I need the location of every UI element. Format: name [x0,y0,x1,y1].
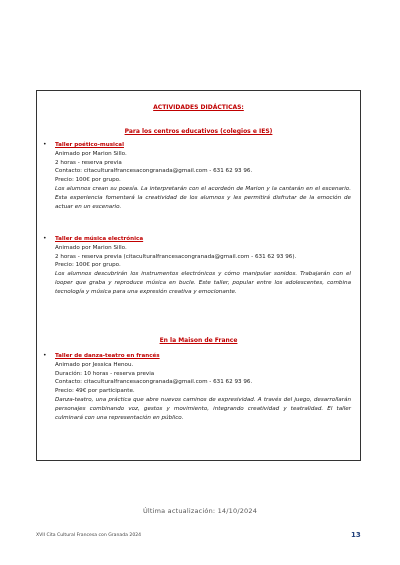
last-updated: Última actualización: 14/10/2024 [142,507,258,515]
workshop-detail: Animado por Marion Sillo. [55,244,127,251]
list-item-poetry-workshop [43,141,351,211]
list-item-electronic-music-workshop [43,235,351,297]
workshop-title: Taller de danza-teatro en francés [55,353,160,359]
bullet-icon: • [43,235,47,242]
workshop-title: Taller poético-musical [55,142,124,148]
workshop-price: Precio: 100€ por grupo. [55,177,121,184]
workshop-title: Taller de música electrónica [55,236,144,242]
section-title-schools: Para los centros educativos (colegios e IES) [124,128,273,135]
workshop-detail: Duración: 10 horas - reserva previa [55,370,155,377]
workshop-price: Precio: 100€ por grupo. [55,262,121,269]
workshop-detail: Animado por Jessica Henou. [55,361,134,368]
activities-box [36,90,361,461]
bullet-icon: • [43,352,47,359]
workshop-detail: Animado por Marion Sillo. [55,150,127,157]
page-title: ACTIVIDADES DIDÁCTICAS: [153,104,244,111]
workshop-description: Los alumnos descubrirán los instrumentos electrónicos y cómo manipular sonidos. Trabajarán con el looper que graba y reproduce música en bucle. Este taller, popular entre los adolescentes, combina tecnología y música para una expresión creativa y emocionante. [55,271,351,295]
workshop-detail: 2 horas - reserva previa [55,159,122,166]
workshop-price: Precio: 49€ por participante. [55,388,135,395]
section-title-maison: En la Maison de France [159,337,238,344]
workshop-contact: 2 horas - reserva previa (citaculturalfrancesacongranada@gmail.com - 631 62 93 96). [55,253,297,260]
workshop-contact: Contacto: citaculturalfrancesacongranada@gmail.com - 631 62 93 96. [55,168,253,175]
workshop-description: Los alumnos crean su poesía. La interpretarán con el acordeón de Marion y la cantarán en el escenario. Esta experiencia fomentará la creatividad de los alumnos y les permitirá disfrutar de la emoción de actuar en un escenario. [55,185,351,210]
bullet-icon: • [43,141,47,148]
page-number: 13 [351,531,361,539]
footer-event-name: XVII Cita Cultural Francesa con Granada 2024 [36,533,142,538]
workshop-contact: Contacto: citaculturalfrancesacongranada@gmail.com - 631 62 93 96. [55,379,253,386]
workshop-description: Danza-teatro, una práctica que abre nuevos caminos de expresividad. A través del juego, desarrollarán personajes combinando voz, gestos y movimiento, integrando creatividad y teatralidad. El taller culminará con una representación en público. [55,396,351,421]
list-item-dance-theatre-workshop [43,352,351,422]
